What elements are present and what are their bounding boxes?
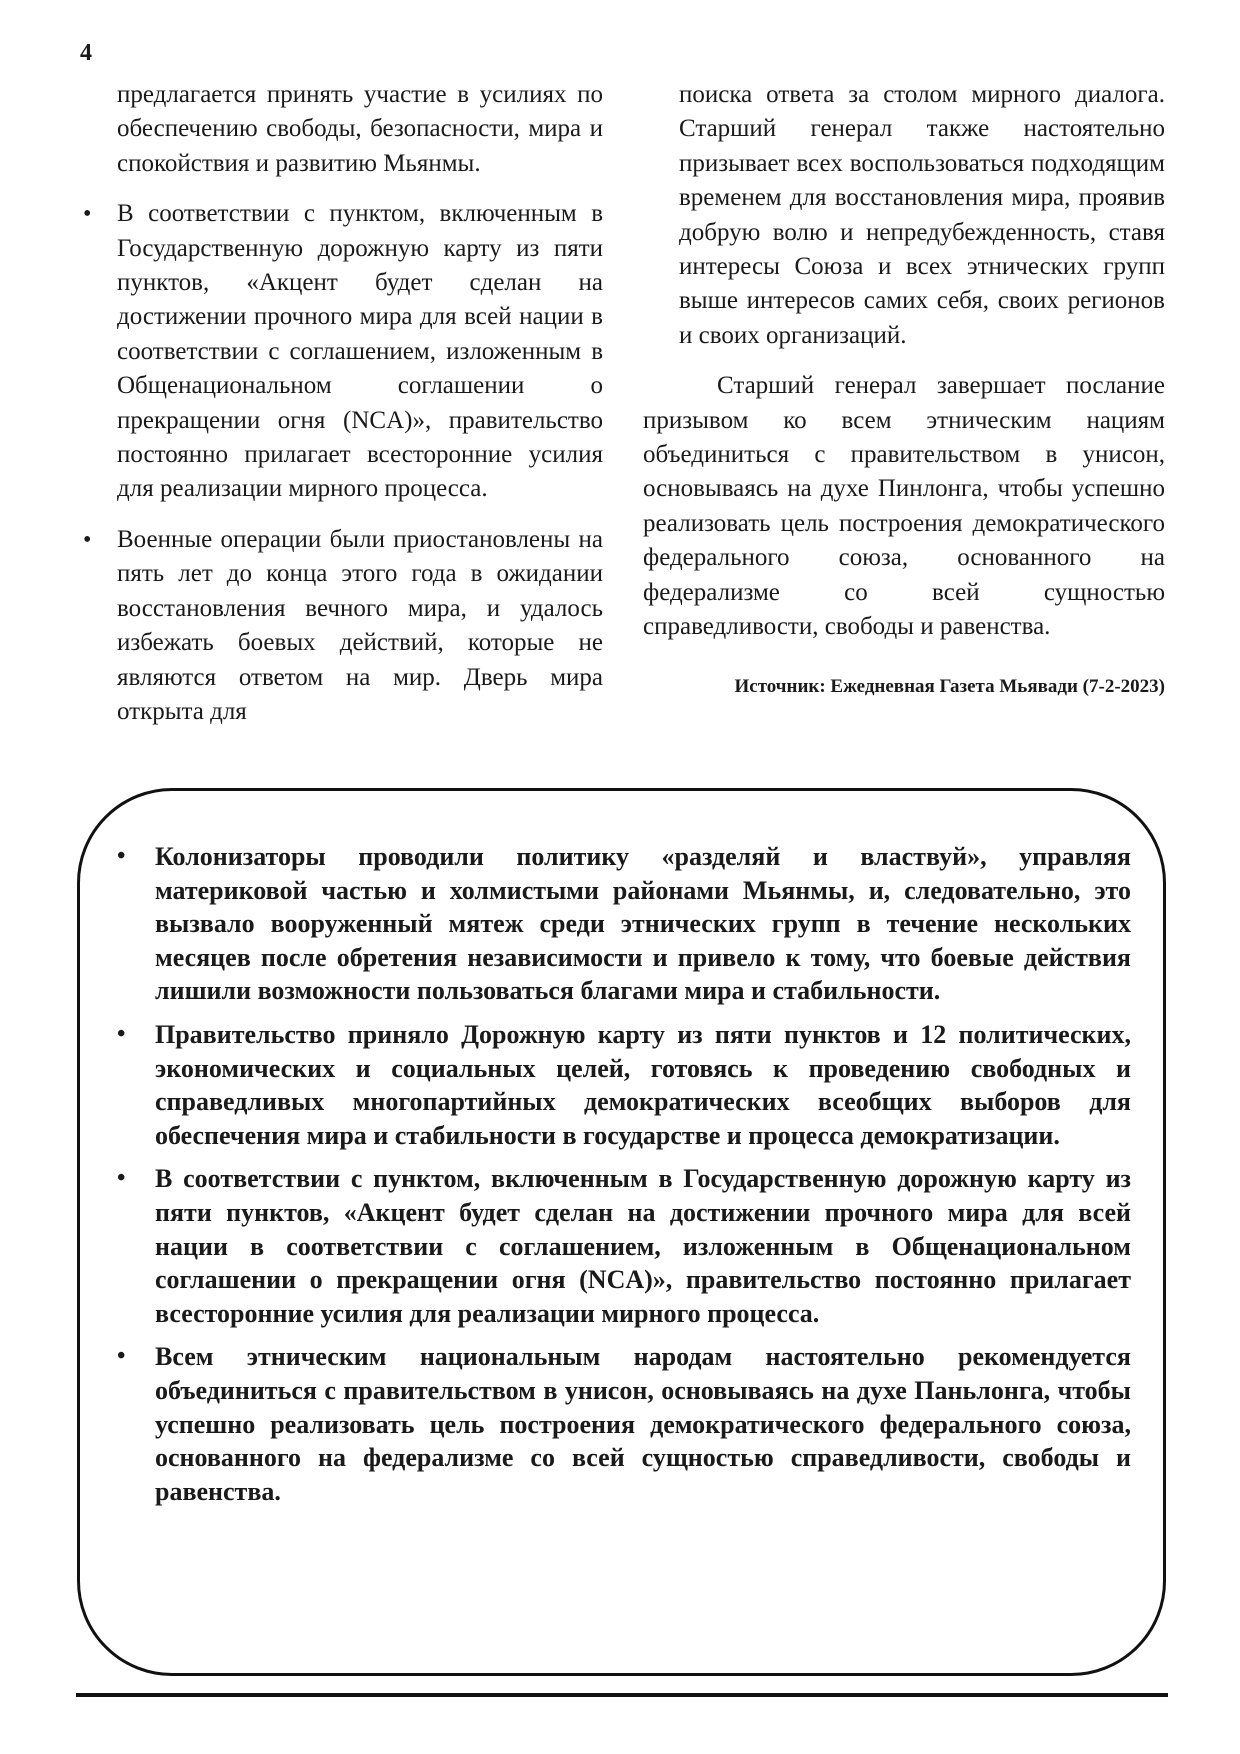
left-bullet-list <box>83 197 603 729</box>
right-continuation-text: поиска ответа за столом мирного диалога. Старший генерал также настоятельно призывает всех воспользоваться подходящим временем для восстановления мира, проявив добрую волю и непредубежденность, ставя интересы Союза и всех этнических групп выше интересов самих себя, своих регионов и своих организаций. <box>679 81 1165 349</box>
right-column <box>643 78 1165 699</box>
summary-bullet-list <box>117 840 1131 1518</box>
left-column <box>83 78 603 745</box>
source-citation: Источник: Ежедневная Газета Мьявади (7-2-2023) <box>734 675 1165 697</box>
bottom-rule <box>76 1693 1168 1697</box>
left-bullet-item: • Военные операции были приостановлены на пять лет до конца этого года в ожидании восстановления вечного мира, и удалось избежать боевых действий, которые не являются ответом на мир. Дверь мира открыта для <box>83 523 603 729</box>
left-continuation-text: предлагается принять участие в усилиях по обеспечению свободы, безопасности, мира и спокойствия и развитию Мьянмы. <box>117 81 603 177</box>
page-number: 4 <box>80 40 92 66</box>
summary-bullet-item: • В соответствии с пунктом, включенным в Государственную дорожную карту из пяти пунктов, «Акцент будет сделан на достижении прочного мира для всей нации в соответствии с соглашением, изложенным в Общенациональном соглашении о прекращении огня (NCA)», правительство постоянно прилагает всесторонние усилия для реализации мирного процесса. <box>117 1162 1131 1330</box>
closing-paragraph: Старший генерал завершает послание призывом ко всем этническим нациям объединиться с правительством в унисон, основываясь на духе Пинлонга, чтобы успешно реализовать цель построения демократического федерального союза, основанного на федерализме со всей сущностью справедливости, свободы и равенства. <box>643 372 1165 641</box>
left-bullet-item: • В соответствии с пунктом, включенным в Государственную дорожную карту из пяти пунктов, «Акцент будет сделан на достижении прочного мира для всей нации в соответствии с соглашением, изложенным в Общенациональном соглашении о прекращении огня (NCA)», правительство постоянно прилагает всесторонние усилия для реализации мирного процесса. <box>83 197 603 507</box>
summary-bullet-item: • Всем этническим национальным народам настоятельно рекомендуется объединиться с правительством в унисон, основываясь на духе Паньлонга, чтобы успешно реализовать цель построения демократического федерального союза, основанного на федерализме со всей сущностью справедливости, свободы и равенства. <box>117 1340 1131 1508</box>
summary-bullet-item: • Правительство приняло Дорожную карту из пяти пунктов и 12 политических, экономических и социальных целей, готовясь к проведению свободных и справедливых многопартийных демократических всеобщих выборов для обеспечения мира и стабильности в государстве и процесса демократизации. <box>117 1018 1131 1152</box>
summary-bullet-item: • Колонизаторы проводили политику «разделяй и властвуй», управляя материковой частью и холмистыми районами Мьянмы, и, следовательно, это вызвало вооруженный мятеж среди этнических групп в течение нескольких месяцев после обретения независимости и привело к тому, что боевые действия лишили возможности пользоваться благами мира и стабильности. <box>117 840 1131 1008</box>
